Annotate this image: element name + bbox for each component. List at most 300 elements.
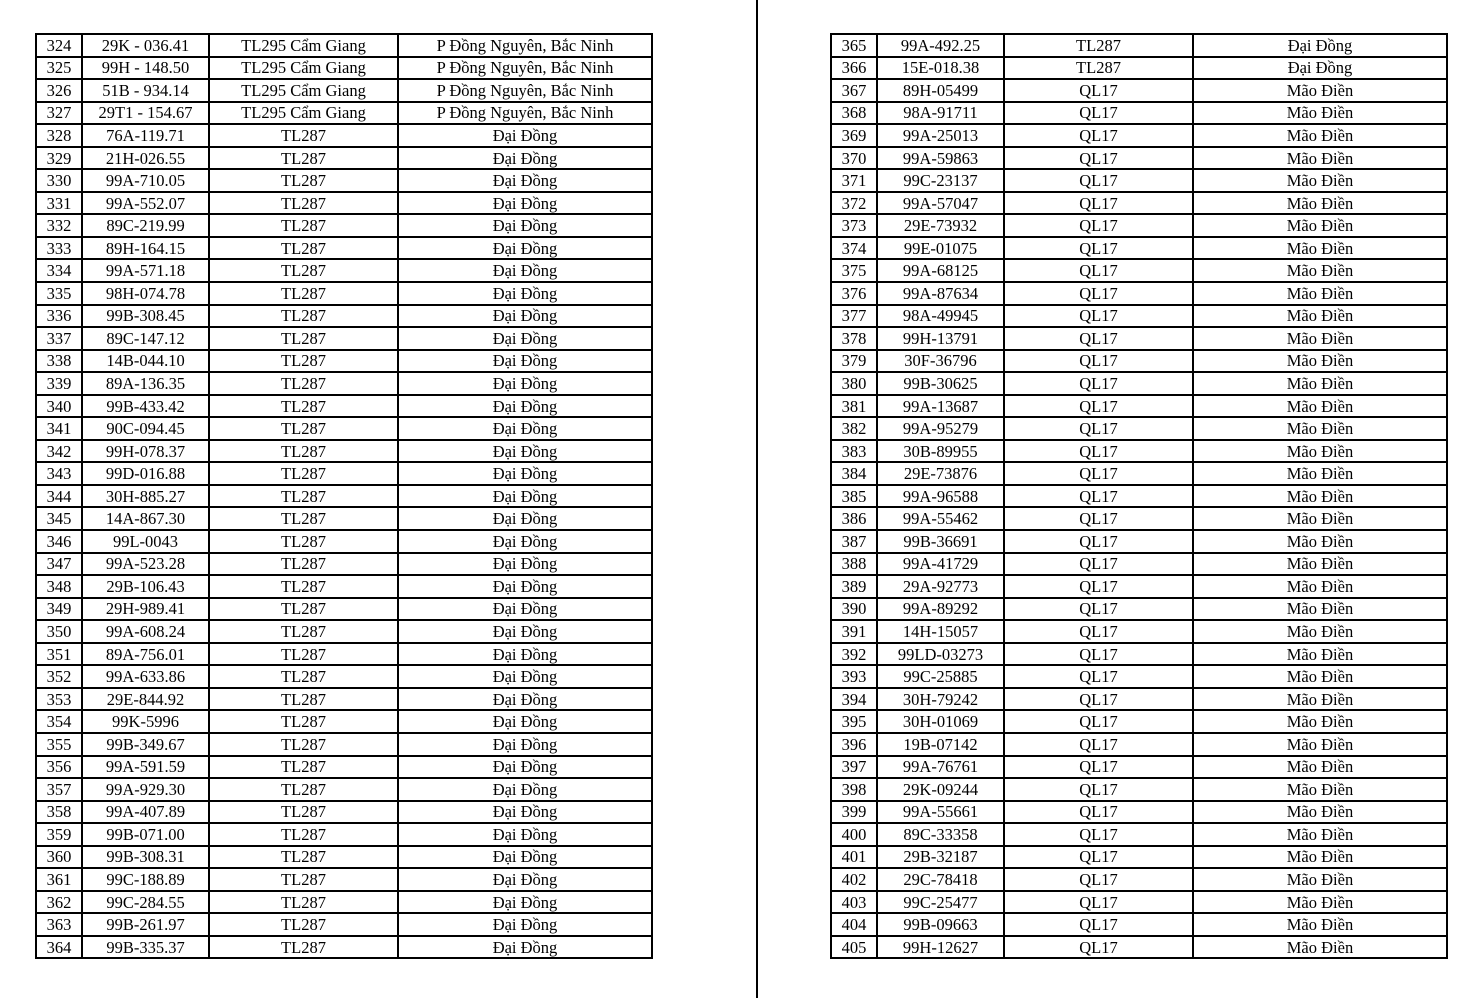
table-row — [36, 305, 652, 328]
row-number-cell: 363 — [36, 913, 82, 936]
plate-number-cell: 29C-78418 — [877, 868, 1004, 891]
row-number-cell: 381 — [831, 395, 877, 418]
table-row — [36, 620, 652, 643]
road-cell: QL17 — [1004, 214, 1193, 237]
table-row — [36, 79, 652, 102]
table-row — [831, 710, 1447, 733]
location-cell: Đại Đồng — [398, 485, 652, 508]
table-row — [831, 440, 1447, 463]
table-row — [36, 756, 652, 779]
location-cell: Đại Đồng — [398, 417, 652, 440]
row-number-cell: 332 — [36, 214, 82, 237]
plate-number-cell: 99A-929.30 — [82, 778, 209, 801]
row-number-cell: 357 — [36, 778, 82, 801]
plate-number-cell: 89C-33358 — [877, 823, 1004, 846]
plate-number-cell: 99A-95279 — [877, 417, 1004, 440]
plate-number-cell: 98A-49945 — [877, 305, 1004, 328]
table-row — [831, 778, 1447, 801]
plate-number-cell: 89C-219.99 — [82, 214, 209, 237]
plate-number-cell: 99A-13687 — [877, 395, 1004, 418]
plate-number-cell: 89H-164.15 — [82, 237, 209, 260]
road-cell: QL17 — [1004, 756, 1193, 779]
row-number-cell: 382 — [831, 417, 877, 440]
road-cell: TL295 Cẩm Giang — [209, 102, 398, 125]
location-cell: Đại Đồng — [398, 891, 652, 914]
road-cell: TL287 — [209, 507, 398, 530]
road-cell: QL17 — [1004, 395, 1193, 418]
plate-number-cell: 30H-79242 — [877, 688, 1004, 711]
row-number-cell: 354 — [36, 710, 82, 733]
plate-number-cell: 99E-01075 — [877, 237, 1004, 260]
location-cell: Mão Điền — [1193, 169, 1447, 192]
location-cell: Đại Đồng — [398, 305, 652, 328]
road-cell: TL287 — [209, 868, 398, 891]
road-cell: QL17 — [1004, 913, 1193, 936]
row-number-cell: 328 — [36, 124, 82, 147]
row-number-cell: 353 — [36, 688, 82, 711]
plate-number-cell: 29E-844.92 — [82, 688, 209, 711]
location-cell: P Đồng Nguyên, Bắc Ninh — [398, 79, 652, 102]
location-cell: Mão Điền — [1193, 462, 1447, 485]
road-cell: TL287 — [209, 733, 398, 756]
row-number-cell: 368 — [831, 102, 877, 125]
row-number-cell: 360 — [36, 846, 82, 869]
location-cell: P Đồng Nguyên, Bắc Ninh — [398, 34, 652, 57]
plate-number-cell: 99A-633.86 — [82, 665, 209, 688]
row-number-cell: 324 — [36, 34, 82, 57]
plate-number-cell: 99A-68125 — [877, 259, 1004, 282]
plate-number-cell: 99C-25477 — [877, 891, 1004, 914]
row-number-cell: 379 — [831, 350, 877, 373]
location-cell: Mão Điền — [1193, 598, 1447, 621]
table-row — [36, 440, 652, 463]
location-cell: Đại Đồng — [398, 710, 652, 733]
location-cell: Mão Điền — [1193, 282, 1447, 305]
row-number-cell: 387 — [831, 530, 877, 553]
table-row — [831, 485, 1447, 508]
road-cell: QL17 — [1004, 305, 1193, 328]
location-cell: Đại Đồng — [398, 395, 652, 418]
road-cell: QL17 — [1004, 823, 1193, 846]
row-number-cell: 339 — [36, 372, 82, 395]
row-number-cell: 329 — [36, 147, 82, 170]
plate-number-cell: 89A-136.35 — [82, 372, 209, 395]
road-cell: TL287 — [209, 214, 398, 237]
road-cell: QL17 — [1004, 710, 1193, 733]
plate-number-cell: 98A-91711 — [877, 102, 1004, 125]
row-number-cell: 397 — [831, 756, 877, 779]
road-cell: TL287 — [209, 756, 398, 779]
location-cell: Mão Điền — [1193, 620, 1447, 643]
row-number-cell: 374 — [831, 237, 877, 260]
road-cell: QL17 — [1004, 643, 1193, 666]
row-number-cell: 392 — [831, 643, 877, 666]
road-cell: QL17 — [1004, 169, 1193, 192]
row-number-cell: 380 — [831, 372, 877, 395]
plate-number-cell: 99B-433.42 — [82, 395, 209, 418]
table-row — [831, 282, 1447, 305]
plate-number-cell: 29E-73932 — [877, 214, 1004, 237]
road-cell: TL287 — [209, 124, 398, 147]
road-cell: TL287 — [209, 462, 398, 485]
road-cell: TL287 — [209, 575, 398, 598]
plate-number-cell: 29K - 036.41 — [82, 34, 209, 57]
location-cell: Đại Đồng — [398, 147, 652, 170]
plate-number-cell: 89H-05499 — [877, 79, 1004, 102]
row-number-cell: 386 — [831, 507, 877, 530]
row-number-cell: 378 — [831, 327, 877, 350]
table-row — [831, 846, 1447, 869]
row-number-cell: 351 — [36, 643, 82, 666]
plate-number-cell: 99B-36691 — [877, 530, 1004, 553]
plate-number-cell: 99B-308.31 — [82, 846, 209, 869]
road-cell: TL287 — [209, 372, 398, 395]
road-cell: QL17 — [1004, 372, 1193, 395]
road-cell: TL295 Cẩm Giang — [209, 34, 398, 57]
location-cell: Mão Điền — [1193, 237, 1447, 260]
row-number-cell: 396 — [831, 733, 877, 756]
plate-number-cell: 29T1 - 154.67 — [82, 102, 209, 125]
table-row — [36, 237, 652, 260]
road-cell: TL287 — [209, 553, 398, 576]
table-row — [36, 350, 652, 373]
table-row — [831, 214, 1447, 237]
row-number-cell: 388 — [831, 553, 877, 576]
plate-number-cell: 99A-89292 — [877, 598, 1004, 621]
table-row — [36, 598, 652, 621]
table-row — [831, 823, 1447, 846]
table-row — [36, 868, 652, 891]
road-cell: QL17 — [1004, 417, 1193, 440]
table-row — [831, 350, 1447, 373]
table-row — [36, 643, 652, 666]
road-cell: TL287 — [209, 823, 398, 846]
row-number-cell: 331 — [36, 192, 82, 215]
road-cell: QL17 — [1004, 259, 1193, 282]
road-cell: QL17 — [1004, 778, 1193, 801]
table-row — [831, 891, 1447, 914]
table-row — [36, 214, 652, 237]
row-number-cell: 337 — [36, 327, 82, 350]
row-number-cell: 373 — [831, 214, 877, 237]
plate-number-cell: 29K-09244 — [877, 778, 1004, 801]
plate-number-cell: 99L-0043 — [82, 530, 209, 553]
road-cell: QL17 — [1004, 936, 1193, 959]
road-cell: TL287 — [209, 147, 398, 170]
row-number-cell: 326 — [36, 79, 82, 102]
plate-number-cell: 99C-25885 — [877, 665, 1004, 688]
row-number-cell: 352 — [36, 665, 82, 688]
location-cell: Đại Đồng — [398, 620, 652, 643]
road-cell: QL17 — [1004, 507, 1193, 530]
location-cell: Mão Điền — [1193, 778, 1447, 801]
table-row — [36, 688, 652, 711]
location-cell: P Đồng Nguyên, Bắc Ninh — [398, 57, 652, 80]
road-cell: TL287 — [209, 169, 398, 192]
plate-number-cell: 30H-885.27 — [82, 485, 209, 508]
table-row — [36, 485, 652, 508]
location-cell: P Đồng Nguyên, Bắc Ninh — [398, 102, 652, 125]
road-cell: QL17 — [1004, 598, 1193, 621]
plate-number-cell: 99A-96588 — [877, 485, 1004, 508]
row-number-cell: 385 — [831, 485, 877, 508]
right-table — [830, 33, 1448, 959]
location-cell: Đại Đồng — [398, 778, 652, 801]
plate-number-cell: 99B-071.00 — [82, 823, 209, 846]
table-row — [36, 891, 652, 914]
location-cell: Đại Đồng — [1193, 34, 1447, 57]
road-cell: QL17 — [1004, 147, 1193, 170]
road-cell: QL17 — [1004, 124, 1193, 147]
location-cell: Mão Điền — [1193, 553, 1447, 576]
row-number-cell: 355 — [36, 733, 82, 756]
table-row — [36, 395, 652, 418]
table-row — [831, 79, 1447, 102]
road-cell: TL287 — [209, 665, 398, 688]
location-cell: Mão Điền — [1193, 440, 1447, 463]
table-row — [36, 507, 652, 530]
road-cell: QL17 — [1004, 620, 1193, 643]
location-cell: Đại Đồng — [398, 756, 652, 779]
road-cell: TL287 — [209, 530, 398, 553]
row-number-cell: 401 — [831, 846, 877, 869]
location-cell: Mão Điền — [1193, 801, 1447, 824]
plate-number-cell: 99H-12627 — [877, 936, 1004, 959]
road-cell: TL287 — [209, 688, 398, 711]
plate-number-cell: 99C-188.89 — [82, 868, 209, 891]
road-cell: TL287 — [209, 440, 398, 463]
plate-number-cell: 29E-73876 — [877, 462, 1004, 485]
row-number-cell: 389 — [831, 575, 877, 598]
table-row — [36, 936, 652, 959]
table-row — [36, 665, 652, 688]
table-row — [831, 57, 1447, 80]
location-cell: Mão Điền — [1193, 756, 1447, 779]
table-row — [831, 868, 1447, 891]
row-number-cell: 383 — [831, 440, 877, 463]
location-cell: Mão Điền — [1193, 372, 1447, 395]
table-row — [36, 553, 652, 576]
road-cell: QL17 — [1004, 192, 1193, 215]
table-row — [831, 756, 1447, 779]
plate-number-cell: 99A-55462 — [877, 507, 1004, 530]
location-cell: Mão Điền — [1193, 147, 1447, 170]
location-cell: Đại Đồng — [398, 259, 652, 282]
table-row — [831, 124, 1447, 147]
row-number-cell: 390 — [831, 598, 877, 621]
plate-number-cell: 76A-119.71 — [82, 124, 209, 147]
location-cell: Mão Điền — [1193, 823, 1447, 846]
table-row — [36, 34, 652, 57]
table-row — [36, 57, 652, 80]
row-number-cell: 398 — [831, 778, 877, 801]
plate-number-cell: 15E-018.38 — [877, 57, 1004, 80]
location-cell: Mão Điền — [1193, 102, 1447, 125]
row-number-cell: 347 — [36, 553, 82, 576]
location-cell: Đại Đồng — [398, 530, 652, 553]
row-number-cell: 336 — [36, 305, 82, 328]
location-cell: Mão Điền — [1193, 936, 1447, 959]
row-number-cell: 369 — [831, 124, 877, 147]
table-row — [36, 282, 652, 305]
road-cell: QL17 — [1004, 575, 1193, 598]
table-row — [831, 575, 1447, 598]
road-cell: TL287 — [209, 891, 398, 914]
road-cell: TL287 — [209, 913, 398, 936]
road-cell: TL287 — [209, 327, 398, 350]
row-number-cell: 334 — [36, 259, 82, 282]
location-cell: Mão Điền — [1193, 395, 1447, 418]
location-cell: Đại Đồng — [398, 665, 652, 688]
row-number-cell: 330 — [36, 169, 82, 192]
plate-number-cell: 99D-016.88 — [82, 462, 209, 485]
plate-number-cell: 14H-15057 — [877, 620, 1004, 643]
table-row — [831, 102, 1447, 125]
location-cell: Mão Điền — [1193, 643, 1447, 666]
table-row — [36, 575, 652, 598]
table-row — [36, 192, 652, 215]
location-cell: Đại Đồng — [398, 214, 652, 237]
plate-number-cell: 99A-552.07 — [82, 192, 209, 215]
plate-number-cell: 98H-074.78 — [82, 282, 209, 305]
row-number-cell: 341 — [36, 417, 82, 440]
plate-number-cell: 99C-284.55 — [82, 891, 209, 914]
plate-number-cell: 30F-36796 — [877, 350, 1004, 373]
table-row — [36, 823, 652, 846]
row-number-cell: 391 — [831, 620, 877, 643]
table-row — [831, 259, 1447, 282]
plate-number-cell: 99A-57047 — [877, 192, 1004, 215]
road-cell: TL287 — [209, 643, 398, 666]
location-cell: Đại Đồng — [398, 327, 652, 350]
row-number-cell: 343 — [36, 462, 82, 485]
plate-number-cell: 14A-867.30 — [82, 507, 209, 530]
table-row — [831, 620, 1447, 643]
row-number-cell: 342 — [36, 440, 82, 463]
table-row — [36, 778, 652, 801]
road-cell: QL17 — [1004, 801, 1193, 824]
road-cell: TL287 — [209, 259, 398, 282]
plate-number-cell: 99B-335.37 — [82, 936, 209, 959]
table-row — [831, 913, 1447, 936]
row-number-cell: 370 — [831, 147, 877, 170]
table-row — [36, 169, 652, 192]
location-cell: Mão Điền — [1193, 846, 1447, 869]
road-cell: QL17 — [1004, 733, 1193, 756]
row-number-cell: 372 — [831, 192, 877, 215]
plate-number-cell: 99A-591.59 — [82, 756, 209, 779]
location-cell: Đại Đồng — [398, 507, 652, 530]
table-row — [36, 801, 652, 824]
row-number-cell: 366 — [831, 57, 877, 80]
row-number-cell: 364 — [36, 936, 82, 959]
table-row — [831, 192, 1447, 215]
road-cell: TL287 — [209, 710, 398, 733]
road-cell: QL17 — [1004, 553, 1193, 576]
location-cell: Đại Đồng — [398, 801, 652, 824]
table-row — [36, 102, 652, 125]
location-cell: Đại Đồng — [398, 440, 652, 463]
plate-number-cell: 29A-92773 — [877, 575, 1004, 598]
table-row — [831, 733, 1447, 756]
road-cell: QL17 — [1004, 462, 1193, 485]
table-row — [831, 169, 1447, 192]
plate-number-cell: 29H-989.41 — [82, 598, 209, 621]
table-row — [831, 417, 1447, 440]
location-cell: Mão Điền — [1193, 868, 1447, 891]
row-number-cell: 365 — [831, 34, 877, 57]
plate-number-cell: 99A-41729 — [877, 553, 1004, 576]
row-number-cell: 393 — [831, 665, 877, 688]
table-row — [36, 846, 652, 869]
road-cell: TL287 — [209, 778, 398, 801]
location-cell: Đại Đồng — [398, 282, 652, 305]
plate-number-cell: 99A-25013 — [877, 124, 1004, 147]
row-number-cell: 371 — [831, 169, 877, 192]
road-cell: TL287 — [209, 350, 398, 373]
row-number-cell: 377 — [831, 305, 877, 328]
road-cell: TL287 — [209, 485, 398, 508]
table-row — [831, 688, 1447, 711]
table-row — [36, 462, 652, 485]
plate-number-cell: 99B-30625 — [877, 372, 1004, 395]
table-row — [831, 462, 1447, 485]
road-cell: TL287 — [209, 192, 398, 215]
road-cell: TL295 Cẩm Giang — [209, 57, 398, 80]
table-row — [831, 147, 1447, 170]
plate-number-cell: 99A-87634 — [877, 282, 1004, 305]
table-row — [831, 327, 1447, 350]
row-number-cell: 404 — [831, 913, 877, 936]
left-table-body — [36, 34, 652, 958]
row-number-cell: 344 — [36, 485, 82, 508]
location-cell: Mão Điền — [1193, 350, 1447, 373]
location-cell: Mão Điền — [1193, 688, 1447, 711]
road-cell: QL17 — [1004, 530, 1193, 553]
plate-number-cell: 99B-308.45 — [82, 305, 209, 328]
row-number-cell: 333 — [36, 237, 82, 260]
road-cell: TL287 — [209, 417, 398, 440]
table-row — [831, 372, 1447, 395]
row-number-cell: 338 — [36, 350, 82, 373]
location-cell: Mão Điền — [1193, 327, 1447, 350]
table-row — [831, 237, 1447, 260]
row-number-cell: 400 — [831, 823, 877, 846]
location-cell: Mão Điền — [1193, 192, 1447, 215]
table-row — [831, 305, 1447, 328]
table-row — [36, 733, 652, 756]
plate-number-cell: 14B-044.10 — [82, 350, 209, 373]
road-cell: TL287 — [1004, 34, 1193, 57]
location-cell: Đại Đồng — [398, 237, 652, 260]
table-row — [36, 710, 652, 733]
row-number-cell: 367 — [831, 79, 877, 102]
road-cell: TL287 — [209, 620, 398, 643]
row-number-cell: 348 — [36, 575, 82, 598]
plate-number-cell: 99B-349.67 — [82, 733, 209, 756]
location-cell: Mão Điền — [1193, 710, 1447, 733]
plate-number-cell: 99H - 148.50 — [82, 57, 209, 80]
left-table — [35, 33, 653, 959]
table-row — [831, 34, 1447, 57]
road-cell: TL287 — [209, 801, 398, 824]
location-cell: Mão Điền — [1193, 913, 1447, 936]
plate-number-cell: 29B-106.43 — [82, 575, 209, 598]
location-cell: Đại Đồng — [398, 868, 652, 891]
road-cell: QL17 — [1004, 485, 1193, 508]
row-number-cell: 362 — [36, 891, 82, 914]
plate-number-cell: 99H-13791 — [877, 327, 1004, 350]
